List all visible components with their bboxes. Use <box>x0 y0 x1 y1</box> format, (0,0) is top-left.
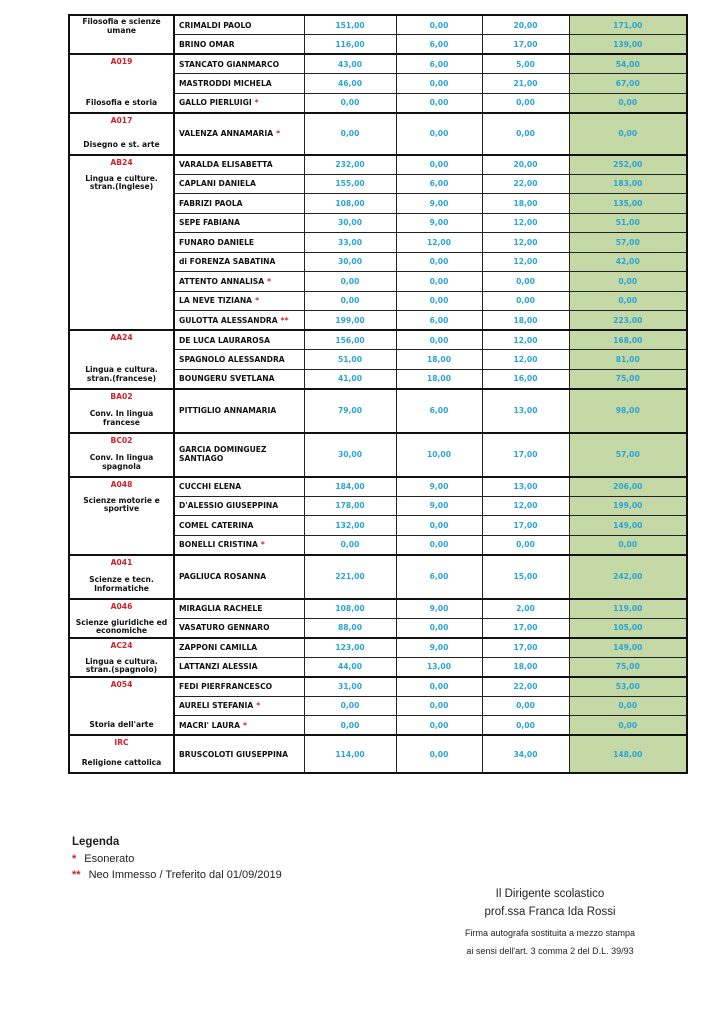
table-row <box>69 389 687 433</box>
subject-cell <box>69 330 174 389</box>
teacher-name-cell <box>174 496 304 516</box>
score-3-cell: 12,00 <box>482 496 569 516</box>
teacher-name-cell <box>174 599 304 619</box>
score-2-cell: 0,00 <box>396 618 482 638</box>
table-row <box>69 15 687 35</box>
score-3-cell: 13,00 <box>482 389 569 433</box>
class-code: A054 <box>110 679 133 689</box>
score-1-cell: 44,00 <box>304 657 396 677</box>
total-score-cell: 252,00 <box>569 155 687 175</box>
status-mark: * <box>276 129 281 138</box>
class-code: A019 <box>110 57 133 66</box>
teacher-name: SPAGNOLO ALESSANDRA <box>179 354 285 364</box>
teacher-name-cell <box>174 330 304 350</box>
score-3-cell: 22,00 <box>482 174 569 194</box>
score-3-cell: 18,00 <box>482 194 569 214</box>
class-code: IRC <box>114 738 129 747</box>
signature-name: prof.ssa Franca Ida Rossi <box>484 906 616 918</box>
score-1-cell: 30,00 <box>304 213 396 233</box>
subject-cell <box>69 638 174 677</box>
score-2-cell: 0,00 <box>396 74 482 94</box>
signature-note: Firma autografa sostituita a mezzo stampa <box>464 928 636 938</box>
score-2-cell: 0,00 <box>396 735 482 773</box>
score-3-cell: 2,00 <box>482 599 569 619</box>
class-code: AA24 <box>110 333 133 342</box>
teacher-name-cell <box>174 272 304 292</box>
score-1-cell: 178,00 <box>304 496 396 516</box>
subject-cell <box>69 113 174 155</box>
teacher-name-cell <box>174 516 304 536</box>
teacher-name-cell <box>174 433 304 477</box>
subject-cell <box>69 15 174 54</box>
subject-cell <box>69 555 174 599</box>
score-2-cell: 13,00 <box>396 657 482 677</box>
score-1-cell: 30,00 <box>304 433 396 477</box>
teacher-name: AURELI STEFANIA <box>179 701 254 711</box>
teacher-name-cell <box>174 735 304 773</box>
score-1-cell: 46,00 <box>304 74 396 94</box>
teacher-name-cell <box>174 311 304 331</box>
score-2-cell: 0,00 <box>396 291 482 311</box>
legend-item-exempt <box>72 853 282 865</box>
teacher-name: GULOTTA ALESSANDRA <box>179 315 278 325</box>
legend <box>72 836 282 885</box>
score-1-cell: 155,00 <box>304 174 396 194</box>
teacher-name-cell <box>174 93 304 113</box>
signature-law-reference: ai sensi dell'art. 3 comma 2 del D.L. 39/93 <box>466 946 634 956</box>
total-score-cell: 53,00 <box>569 677 687 697</box>
teacher-name: D'ALESSIO GIUSEPPINA <box>179 501 279 511</box>
score-2-cell: 18,00 <box>396 350 482 370</box>
score-1-cell: 0,00 <box>304 291 396 311</box>
signature-block <box>420 888 680 956</box>
teacher-name: VALENZA ANNAMARIA <box>179 129 274 138</box>
class-code: BA02 <box>110 391 133 401</box>
legend-text: Esonerato <box>84 853 135 865</box>
score-2-cell: 0,00 <box>396 15 482 35</box>
total-score-cell: 0,00 <box>569 716 687 736</box>
teacher-name: PITTIGLIO ANNAMARIA <box>179 406 277 415</box>
score-1-cell: 108,00 <box>304 599 396 619</box>
total-score-cell: 75,00 <box>569 369 687 389</box>
subject-name: Conv. In lingua francese <box>89 409 154 427</box>
table-row <box>69 638 687 658</box>
teacher-name: FUNARO DANIELE <box>179 237 255 247</box>
score-2-cell: 6,00 <box>396 174 482 194</box>
teacher-name: MASTRODDI MICHELA <box>179 78 272 88</box>
score-2-cell: 9,00 <box>396 638 482 658</box>
subject-name: Storia dell'arte <box>89 720 154 730</box>
total-score-cell: 148,00 <box>569 735 687 773</box>
subject-name: Lingua e cultura. stran.(francese) <box>85 365 158 383</box>
teacher-name: BRINO OMAR <box>179 39 235 49</box>
score-3-cell: 22,00 <box>482 677 569 697</box>
subject-cell <box>69 389 174 433</box>
score-3-cell: 20,00 <box>482 15 569 35</box>
score-2-cell: 0,00 <box>396 516 482 536</box>
score-3-cell: 15,00 <box>482 555 569 599</box>
subject-name: Conv. In lingua spagnola <box>89 453 154 471</box>
teacher-name-cell <box>174 15 304 35</box>
score-1-cell: 0,00 <box>304 716 396 736</box>
score-2-cell: 0,00 <box>396 252 482 272</box>
score-3-cell: 17,00 <box>482 35 569 55</box>
score-1-cell: 88,00 <box>304 618 396 638</box>
status-mark: * <box>254 98 259 107</box>
teacher-name: DE LUCA LAURAROSA <box>179 335 270 345</box>
score-1-cell: 33,00 <box>304 233 396 253</box>
teacher-name: LA NEVE TIZIANA <box>179 296 253 306</box>
score-3-cell: 12,00 <box>482 252 569 272</box>
subject-name: Scienze e tecn. Informatiche <box>89 575 154 593</box>
total-score-cell: 54,00 <box>569 54 687 74</box>
teacher-name-cell <box>174 174 304 194</box>
score-2-cell: 6,00 <box>396 389 482 433</box>
total-score-cell: 75,00 <box>569 657 687 677</box>
teacher-name: GALLO PIERLUIGI <box>179 98 252 107</box>
teacher-name-cell <box>174 477 304 497</box>
subject-cell <box>69 599 174 638</box>
score-3-cell: 12,00 <box>482 350 569 370</box>
teacher-name: STANCATO GIANMARCO <box>179 59 280 69</box>
status-mark: * <box>243 720 248 730</box>
teacher-name: PAGLIUCA ROSANNA <box>179 572 267 581</box>
table-row <box>69 54 687 74</box>
score-2-cell: 9,00 <box>396 213 482 233</box>
subject-name: Filosofia e scienze umane <box>82 17 161 35</box>
score-1-cell: 0,00 <box>304 113 396 155</box>
score-3-cell: 13,00 <box>482 477 569 497</box>
teacher-name: MACRI' LAURA <box>179 720 241 730</box>
legend-symbol: * <box>72 853 77 865</box>
signature-role: Il Dirigente scolastico <box>495 888 605 900</box>
class-code: BC02 <box>110 435 133 445</box>
subject-name: Disegno e st. arte <box>83 139 160 149</box>
score-3-cell: 17,00 <box>482 638 569 658</box>
teacher-name: di FORENZA SABATINA <box>179 257 276 267</box>
score-3-cell: 18,00 <box>482 311 569 331</box>
teacher-name: MIRAGLIA RACHELE <box>179 604 263 613</box>
subject-name: Lingua e culture. stran.(Inglese) <box>85 173 158 192</box>
teacher-name-cell <box>174 389 304 433</box>
subject-cell <box>69 54 174 113</box>
score-2-cell: 0,00 <box>396 93 482 113</box>
class-code: A048 <box>110 479 133 489</box>
score-2-cell: 0,00 <box>396 535 482 555</box>
class-code: AC24 <box>110 640 133 650</box>
score-3-cell: 17,00 <box>482 433 569 477</box>
teacher-name: ZAPPONI CAMILLA <box>179 643 258 652</box>
score-1-cell: 0,00 <box>304 535 396 555</box>
subject-cell <box>69 735 174 773</box>
teacher-name-cell <box>174 74 304 94</box>
score-2-cell: 9,00 <box>396 194 482 214</box>
score-2-cell: 10,00 <box>396 433 482 477</box>
score-2-cell: 6,00 <box>396 54 482 74</box>
teacher-name-cell <box>174 233 304 253</box>
teacher-name-cell <box>174 657 304 677</box>
subject-cell <box>69 433 174 477</box>
teacher-name-cell <box>174 677 304 697</box>
teacher-name-cell <box>174 555 304 599</box>
teacher-name-cell <box>174 252 304 272</box>
score-2-cell: 6,00 <box>396 555 482 599</box>
class-code: A041 <box>110 557 133 567</box>
total-score-cell: 199,00 <box>569 496 687 516</box>
subject-name: Religione cattolica <box>81 758 162 768</box>
score-1-cell: 79,00 <box>304 389 396 433</box>
score-1-cell: 156,00 <box>304 330 396 350</box>
score-1-cell: 132,00 <box>304 516 396 536</box>
teacher-name-cell <box>174 350 304 370</box>
teacher-name: ATTENTO ANNALISA <box>179 276 265 286</box>
score-3-cell: 16,00 <box>482 369 569 389</box>
total-score-cell: 51,00 <box>569 213 687 233</box>
score-3-cell: 0,00 <box>482 696 569 716</box>
total-score-cell: 67,00 <box>569 74 687 94</box>
teacher-name-cell <box>174 696 304 716</box>
score-1-cell: 51,00 <box>304 350 396 370</box>
teacher-name: CRIMALDI PAOLO <box>179 20 252 30</box>
legend-item-new <box>72 869 282 881</box>
total-score-cell: 139,00 <box>569 35 687 55</box>
teacher-name: FEDI PIERFRANCESCO <box>179 682 273 691</box>
score-3-cell: 0,00 <box>482 113 569 155</box>
teacher-name-cell <box>174 155 304 175</box>
score-2-cell: 0,00 <box>396 330 482 350</box>
score-3-cell: 34,00 <box>482 735 569 773</box>
score-3-cell: 5,00 <box>482 54 569 74</box>
score-1-cell: 123,00 <box>304 638 396 658</box>
teacher-name: BOUNGERU SVETLANA <box>179 374 275 383</box>
total-score-cell: 0,00 <box>569 113 687 155</box>
teacher-name: VASATURO GENNARO <box>179 623 270 632</box>
total-score-cell: 0,00 <box>569 272 687 292</box>
score-1-cell: 114,00 <box>304 735 396 773</box>
subject-name: Scienze giuridiche ed economiche <box>75 617 168 636</box>
score-2-cell: 0,00 <box>396 155 482 175</box>
teacher-name: VARALDA ELISABETTA <box>179 160 273 169</box>
status-mark: * <box>260 540 265 549</box>
score-3-cell: 18,00 <box>482 657 569 677</box>
total-score-cell: 81,00 <box>569 350 687 370</box>
score-2-cell: 12,00 <box>396 233 482 253</box>
score-3-cell: 0,00 <box>482 272 569 292</box>
teacher-name-cell <box>174 194 304 214</box>
total-score-cell: 57,00 <box>569 233 687 253</box>
score-1-cell: 221,00 <box>304 555 396 599</box>
total-score-cell: 0,00 <box>569 93 687 113</box>
total-score-cell: 0,00 <box>569 291 687 311</box>
legend-symbol: ** <box>72 869 81 881</box>
score-2-cell: 0,00 <box>396 677 482 697</box>
subject-cell <box>69 155 174 331</box>
score-1-cell: 0,00 <box>304 93 396 113</box>
score-2-cell: 0,00 <box>396 696 482 716</box>
score-1-cell: 116,00 <box>304 35 396 55</box>
score-1-cell: 0,00 <box>304 696 396 716</box>
total-score-cell: 168,00 <box>569 330 687 350</box>
teacher-name-cell <box>174 54 304 74</box>
score-2-cell: 0,00 <box>396 113 482 155</box>
total-score-cell: 242,00 <box>569 555 687 599</box>
score-3-cell: 0,00 <box>482 716 569 736</box>
total-score-cell: 0,00 <box>569 696 687 716</box>
score-1-cell: 43,00 <box>304 54 396 74</box>
total-score-cell: 149,00 <box>569 516 687 536</box>
score-3-cell: 0,00 <box>482 535 569 555</box>
total-score-cell: 0,00 <box>569 535 687 555</box>
score-1-cell: 184,00 <box>304 477 396 497</box>
total-score-cell: 135,00 <box>569 194 687 214</box>
teacher-name: FABRIZI PAOLA <box>179 198 243 208</box>
teacher-name: BONELLI CRISTINA <box>179 540 258 549</box>
score-2-cell: 9,00 <box>396 496 482 516</box>
status-mark: ** <box>280 315 289 325</box>
table-row <box>69 735 687 773</box>
table-row <box>69 330 687 350</box>
ranking-table <box>68 14 688 774</box>
subject-cell <box>69 677 174 736</box>
score-2-cell: 9,00 <box>396 477 482 497</box>
status-mark: * <box>267 276 272 286</box>
score-1-cell: 41,00 <box>304 369 396 389</box>
total-score-cell: 171,00 <box>569 15 687 35</box>
score-3-cell: 20,00 <box>482 155 569 175</box>
subject-cell <box>69 477 174 555</box>
table-row <box>69 599 687 619</box>
score-3-cell: 0,00 <box>482 291 569 311</box>
score-1-cell: 31,00 <box>304 677 396 697</box>
table-row <box>69 433 687 477</box>
teacher-name-cell <box>174 716 304 736</box>
score-2-cell: 0,00 <box>396 272 482 292</box>
teacher-name: COMEL CATERINA <box>179 520 254 530</box>
class-code: A017 <box>110 115 133 125</box>
score-2-cell: 6,00 <box>396 35 482 55</box>
total-score-cell: 223,00 <box>569 311 687 331</box>
teacher-name: CAPLANI DANIELA <box>179 179 256 189</box>
subject-name: Lingua e cultura. stran.(spagnolo) <box>85 656 158 675</box>
table-row <box>69 555 687 599</box>
teacher-name-cell <box>174 535 304 555</box>
legend-text: Neo Immesso / Treferito dal 01/09/2019 <box>88 869 282 881</box>
score-3-cell: 12,00 <box>482 233 569 253</box>
status-mark: * <box>255 296 260 306</box>
status-mark: * <box>256 701 261 711</box>
total-score-cell: 206,00 <box>569 477 687 497</box>
subject-name: Scienze motorie e sportive <box>83 495 160 514</box>
score-1-cell: 232,00 <box>304 155 396 175</box>
total-score-cell: 57,00 <box>569 433 687 477</box>
teacher-name: LATTANZI ALESSIA <box>179 662 258 671</box>
score-1-cell: 108,00 <box>304 194 396 214</box>
table-row <box>69 477 687 497</box>
table-row <box>69 677 687 697</box>
teacher-name-cell <box>174 291 304 311</box>
score-3-cell: 17,00 <box>482 618 569 638</box>
score-1-cell: 30,00 <box>304 252 396 272</box>
score-2-cell: 0,00 <box>396 716 482 736</box>
teacher-name-cell <box>174 618 304 638</box>
class-code: A046 <box>110 601 133 611</box>
total-score-cell: 105,00 <box>569 618 687 638</box>
score-1-cell: 199,00 <box>304 311 396 331</box>
score-3-cell: 12,00 <box>482 213 569 233</box>
teacher-name: SEPE FABIANA <box>179 218 240 228</box>
teacher-name-cell <box>174 35 304 55</box>
score-3-cell: 21,00 <box>482 74 569 94</box>
teacher-name: CUCCHI ELENA <box>179 482 242 491</box>
score-1-cell: 151,00 <box>304 15 396 35</box>
legend-title: Legenda <box>72 836 120 848</box>
class-code: AB24 <box>110 157 133 167</box>
teacher-name-cell <box>174 113 304 155</box>
score-3-cell: 12,00 <box>482 330 569 350</box>
score-3-cell: 0,00 <box>482 93 569 113</box>
teacher-name: BRUSCOLOTI GIUSEPPINA <box>179 749 289 759</box>
score-2-cell: 6,00 <box>396 311 482 331</box>
subject-name: Filosofia e storia <box>85 97 158 107</box>
table-row <box>69 155 687 175</box>
teacher-name-cell <box>174 369 304 389</box>
teacher-name: GARCIA DOMINGUEZ SANTIAGO <box>179 444 267 463</box>
total-score-cell: 183,00 <box>569 174 687 194</box>
teacher-name-cell <box>174 213 304 233</box>
total-score-cell: 42,00 <box>569 252 687 272</box>
total-score-cell: 149,00 <box>569 638 687 658</box>
total-score-cell: 119,00 <box>569 599 687 619</box>
score-2-cell: 9,00 <box>396 599 482 619</box>
teacher-name-cell <box>174 638 304 658</box>
score-1-cell: 0,00 <box>304 272 396 292</box>
score-2-cell: 18,00 <box>396 369 482 389</box>
total-score-cell: 98,00 <box>569 389 687 433</box>
score-3-cell: 17,00 <box>482 516 569 536</box>
table-row <box>69 113 687 155</box>
